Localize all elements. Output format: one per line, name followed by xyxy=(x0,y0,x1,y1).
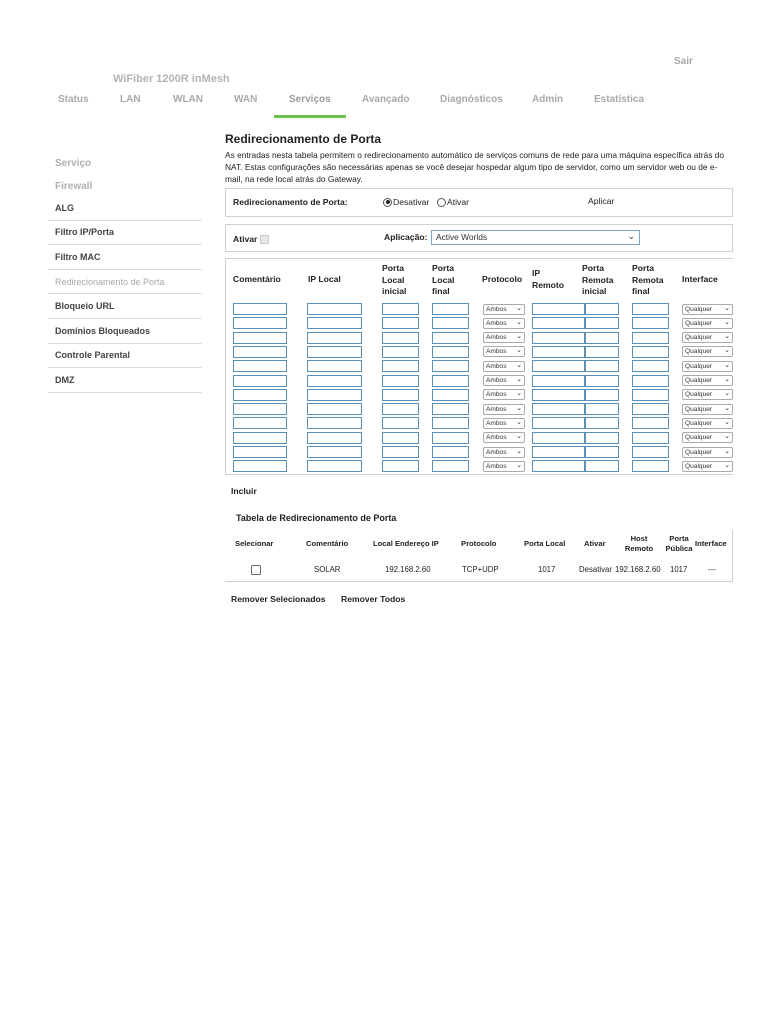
rules-col-ativar: Ativar xyxy=(584,539,606,548)
select-interface-value: Qualquer xyxy=(685,448,713,456)
input-porta-local-inicial[interactable] xyxy=(382,375,419,387)
select-protocolo[interactable] xyxy=(483,432,525,443)
input-porta-local-final[interactable] xyxy=(432,317,469,329)
chevron-down-icon: ⌄ xyxy=(724,404,730,412)
include-button[interactable]: Incluir xyxy=(231,486,257,496)
input-ip-remoto[interactable] xyxy=(532,303,585,315)
nav-status[interactable]: Status xyxy=(58,94,89,105)
input-porta-remota-inicial[interactable] xyxy=(585,346,619,358)
radio-desativar-label: Desativar xyxy=(393,197,430,207)
input-ip-remoto[interactable] xyxy=(532,417,585,429)
select-interface-value: Qualquer xyxy=(685,319,713,327)
input-ip-local[interactable] xyxy=(307,303,362,315)
select-protocolo[interactable] xyxy=(483,304,525,315)
rules-col-porta-local: Porta Local xyxy=(524,539,566,548)
cell-protocolo: TCP+UDP xyxy=(462,565,499,574)
col-porta-local-inicial: Porta Local inicial xyxy=(382,263,407,296)
input-ip-local[interactable] xyxy=(307,432,362,444)
input-porta-remota-inicial[interactable] xyxy=(585,360,619,372)
input-porta-local-inicial[interactable] xyxy=(382,446,419,458)
chevron-down-icon: ⌄ xyxy=(724,304,730,312)
input-comentario[interactable] xyxy=(233,375,287,387)
chevron-down-icon: ⌄ xyxy=(516,390,522,398)
cell-porta-publica: 1017 xyxy=(670,565,688,574)
input-porta-remota-final[interactable] xyxy=(632,446,669,458)
input-porta-remota-inicial[interactable] xyxy=(585,389,619,401)
select-protocolo[interactable] xyxy=(483,361,525,372)
input-porta-remota-inicial[interactable] xyxy=(585,460,619,472)
sidebar-item-redirecionamento[interactable]: Redirecionamento de Porta xyxy=(48,270,202,295)
page-header xyxy=(225,132,733,186)
input-ip-local[interactable] xyxy=(307,446,362,458)
select-protocolo-value: Ambos xyxy=(486,434,507,442)
input-porta-local-final[interactable] xyxy=(432,446,469,458)
enable-label: Ativar xyxy=(233,234,258,244)
input-comentario[interactable] xyxy=(233,346,287,358)
input-porta-local-final[interactable] xyxy=(432,346,469,358)
input-porta-local-final[interactable] xyxy=(432,460,469,472)
select-interface[interactable] xyxy=(682,432,733,443)
input-porta-local-final[interactable] xyxy=(432,403,469,415)
input-porta-local-final[interactable] xyxy=(432,360,469,372)
input-comentario[interactable] xyxy=(233,417,287,429)
select-protocolo[interactable] xyxy=(483,318,525,329)
input-ip-remoto[interactable] xyxy=(532,346,585,358)
input-porta-remota-inicial[interactable] xyxy=(585,375,619,387)
select-protocolo[interactable] xyxy=(483,418,525,429)
select-protocolo[interactable] xyxy=(483,461,525,472)
select-interface-value: Qualquer xyxy=(685,305,713,313)
input-ip-remoto[interactable] xyxy=(532,389,585,401)
rules-col-selecionar: Selecionar xyxy=(235,539,274,548)
active-tab-indicator xyxy=(274,115,346,118)
input-porta-remota-inicial[interactable] xyxy=(585,317,619,329)
rules-col-protocolo: Protocolo xyxy=(461,539,497,548)
col-interface: Interface xyxy=(682,274,718,284)
chevron-down-icon: ⌄ xyxy=(516,347,522,355)
select-protocolo-value: Ambos xyxy=(486,305,507,313)
input-porta-remota-inicial[interactable] xyxy=(585,417,619,429)
application-label: Aplicação: xyxy=(384,232,428,242)
chevron-down-icon: ⌄ xyxy=(516,376,522,383)
select-protocolo[interactable] xyxy=(483,404,525,415)
rule-entry-grid xyxy=(225,258,733,475)
input-porta-local-inicial[interactable] xyxy=(382,403,419,415)
input-ip-remoto[interactable] xyxy=(532,375,585,387)
input-porta-remota-inicial[interactable] xyxy=(585,446,619,458)
sidebar-item-filtro-mac[interactable]: Filtro MAC xyxy=(48,245,202,270)
select-protocolo[interactable] xyxy=(483,332,525,343)
select-protocolo[interactable] xyxy=(483,375,525,386)
input-porta-local-inicial[interactable] xyxy=(382,432,419,444)
rules-table xyxy=(225,530,733,582)
select-interface[interactable] xyxy=(682,404,733,415)
chevron-down-icon: ⌄ xyxy=(516,404,522,412)
cell-comentario: SOLAR xyxy=(314,565,341,574)
input-ip-local[interactable] xyxy=(307,389,362,401)
input-comentario[interactable] xyxy=(233,446,287,458)
select-interface[interactable] xyxy=(682,389,733,400)
chevron-down-icon: ⌄ xyxy=(724,390,730,398)
input-ip-remoto[interactable] xyxy=(532,317,585,329)
select-interface-value: Qualquer xyxy=(685,391,713,399)
chevron-down-icon: ⌄ xyxy=(724,433,730,441)
input-porta-local-inicial[interactable] xyxy=(382,360,419,372)
select-protocolo-value: Ambos xyxy=(486,334,507,342)
sidebar-item-controle-parental[interactable]: Controle Parental xyxy=(48,344,202,369)
input-porta-local-final[interactable] xyxy=(432,389,469,401)
chevron-down-icon: ⌄ xyxy=(516,361,522,369)
rules-col-interface: Interface xyxy=(695,539,727,548)
radio-ativar[interactable] xyxy=(437,197,469,207)
input-porta-remota-final[interactable] xyxy=(632,375,669,387)
remove-all-button[interactable]: Remover Todos xyxy=(341,594,406,604)
select-interface[interactable] xyxy=(682,332,733,343)
input-comentario[interactable] xyxy=(233,460,287,472)
input-porta-remota-inicial[interactable] xyxy=(585,432,619,444)
select-protocolo-value: Ambos xyxy=(486,448,507,456)
input-ip-local[interactable] xyxy=(307,403,362,415)
forward-toggle-label: Redirecionamento de Porta: xyxy=(233,197,348,207)
input-porta-remota-final[interactable] xyxy=(632,360,669,372)
nav-wan[interactable]: WAN xyxy=(234,94,258,105)
chevron-down-icon: ⌄ xyxy=(724,347,730,355)
col-porta-remota-final: Porta Remota final xyxy=(632,263,664,296)
input-ip-local[interactable] xyxy=(307,332,362,344)
product-name: WiFiber 1200R inMesh xyxy=(113,73,230,85)
select-protocolo-value: Ambos xyxy=(486,362,507,370)
page-description: As entradas nesta tabela permitem o redirecionamento automático de serviços comuns de rede para uma máquina específica atrás do NAT. Estas configurações são necessárias apenas se você desejar hospedar algum tipo de servidor, como um servidor web ou de e-mail, na rede local atrás do Gateway. xyxy=(225,150,725,185)
input-porta-remota-inicial[interactable] xyxy=(585,303,619,315)
input-porta-local-final[interactable] xyxy=(432,332,469,344)
cell-local-ip: 192.168.2.60 xyxy=(385,565,431,574)
logout-link[interactable]: Sair xyxy=(674,56,693,67)
chevron-down-icon: ⌄ xyxy=(516,318,522,326)
input-ip-local[interactable] xyxy=(307,375,362,387)
chevron-down-icon: ⌄ xyxy=(516,418,522,426)
select-interface-value: Qualquer xyxy=(685,419,713,427)
input-porta-remota-final[interactable] xyxy=(632,389,669,401)
input-porta-local-final[interactable] xyxy=(432,432,469,444)
select-protocolo[interactable] xyxy=(483,447,525,458)
select-interface-value: Qualquer xyxy=(685,462,713,470)
input-porta-local-inicial[interactable] xyxy=(382,346,419,358)
select-protocolo-value: Ambos xyxy=(486,377,507,384)
sidebar-menu xyxy=(48,196,202,393)
chevron-down-icon: ⌄ xyxy=(516,433,522,441)
chevron-down-icon: ⌄ xyxy=(516,447,522,455)
select-interface[interactable] xyxy=(682,361,733,372)
input-comentario[interactable] xyxy=(233,332,287,344)
col-porta-remota-inicial: Porta Remota inicial xyxy=(582,263,614,296)
sidebar-item-dominios-bloqueados[interactable]: Domínios Bloqueados xyxy=(48,319,202,344)
radio-desativar-dot[interactable] xyxy=(383,198,392,207)
rules-col-host-remoto: Host Remoto xyxy=(624,534,654,553)
select-protocolo[interactable] xyxy=(483,389,525,400)
cell-host-remoto: 192.168.2.60 xyxy=(615,565,661,574)
radio-ativar-dot[interactable] xyxy=(437,198,446,207)
input-porta-remota-inicial[interactable] xyxy=(585,332,619,344)
input-ip-local[interactable] xyxy=(307,417,362,429)
input-ip-local[interactable] xyxy=(307,317,362,329)
sidebar-item-alg[interactable]: ALG xyxy=(48,196,202,221)
select-interface[interactable] xyxy=(682,318,733,329)
chevron-down-icon: ⌄ xyxy=(724,333,730,341)
nav-diagnosticos[interactable]: Diagnósticos xyxy=(440,94,503,105)
input-comentario[interactable] xyxy=(233,389,287,401)
select-protocolo-value: Ambos xyxy=(486,419,507,427)
select-protocolo[interactable] xyxy=(483,346,525,357)
input-comentario[interactable] xyxy=(233,403,287,415)
select-interface[interactable] xyxy=(682,461,733,472)
nav-lan[interactable]: LAN xyxy=(120,94,141,105)
input-porta-remota-final[interactable] xyxy=(632,317,669,329)
sidebar-item-filtro-ip-porta[interactable]: Filtro IP/Porta xyxy=(48,221,202,246)
cell-interface: --- xyxy=(708,565,716,574)
input-porta-remota-final[interactable] xyxy=(632,403,669,415)
input-comentario[interactable] xyxy=(233,360,287,372)
chevron-down-icon: ⌄ xyxy=(516,333,522,341)
sidebar-heading-servico[interactable]: Serviço xyxy=(55,158,92,169)
select-interface-value: Qualquer xyxy=(685,377,713,384)
input-porta-remota-final[interactable] xyxy=(632,346,669,358)
input-porta-local-inicial[interactable] xyxy=(382,460,419,472)
input-porta-local-final[interactable] xyxy=(432,417,469,429)
select-interface[interactable] xyxy=(682,304,733,315)
select-protocolo-value: Ambos xyxy=(486,391,507,399)
chevron-down-icon: ⌄ xyxy=(724,318,730,326)
chevron-down-icon: ⌄ xyxy=(724,461,730,469)
cell-porta-local: 1017 xyxy=(538,565,556,574)
input-porta-local-inicial[interactable] xyxy=(382,417,419,429)
select-interface-value: Qualquer xyxy=(685,434,713,442)
main-nav xyxy=(0,94,768,120)
application-select-value: Active Worlds xyxy=(436,232,488,242)
select-interface[interactable] xyxy=(682,447,733,458)
select-interface[interactable] xyxy=(682,375,733,386)
row-select-checkbox[interactable] xyxy=(251,565,261,575)
sidebar-item-bloqueio-url[interactable]: Bloqueio URL xyxy=(48,294,202,319)
input-comentario[interactable] xyxy=(233,303,287,315)
select-protocolo-value: Ambos xyxy=(486,462,507,470)
col-ip-remoto: IP Remoto xyxy=(532,268,564,290)
select-protocolo-value: Ambos xyxy=(486,319,507,327)
select-protocolo-value: Ambos xyxy=(486,405,507,413)
input-ip-local[interactable] xyxy=(307,360,362,372)
chevron-down-icon: ⌄ xyxy=(516,461,522,469)
apply-button[interactable]: Aplicar xyxy=(588,196,615,206)
enable-row xyxy=(233,234,269,244)
input-ip-remoto[interactable] xyxy=(532,432,585,444)
select-interface[interactable] xyxy=(682,346,733,357)
radio-ativar-label: Ativar xyxy=(447,197,469,207)
col-ip-local: IP Local xyxy=(308,274,341,284)
chevron-down-icon: ⌄ xyxy=(724,447,730,455)
select-interface-value: Qualquer xyxy=(685,348,713,356)
chevron-down-icon: ⌄ xyxy=(724,418,730,426)
input-ip-remoto[interactable] xyxy=(532,460,585,472)
chevron-down-icon: ⌄ xyxy=(627,231,635,241)
enable-checkbox[interactable] xyxy=(260,235,269,244)
input-porta-local-inicial[interactable] xyxy=(382,389,419,401)
radio-desativar[interactable] xyxy=(383,197,429,207)
input-porta-remota-final[interactable] xyxy=(632,432,669,444)
input-porta-remota-final[interactable] xyxy=(632,417,669,429)
input-comentario[interactable] xyxy=(233,432,287,444)
cell-ativar: Desativar xyxy=(579,565,612,574)
input-porta-local-final[interactable] xyxy=(432,375,469,387)
select-protocolo-value: Ambos xyxy=(486,348,507,356)
remove-selected-button[interactable]: Remover Selecionados xyxy=(231,594,326,604)
select-interface-value: Qualquer xyxy=(685,334,713,342)
input-porta-remota-final[interactable] xyxy=(632,303,669,315)
nav-wlan[interactable]: WLAN xyxy=(173,94,203,105)
input-porta-local-inicial[interactable] xyxy=(382,332,419,344)
input-comentario[interactable] xyxy=(233,317,287,329)
input-ip-remoto[interactable] xyxy=(532,332,585,344)
input-ip-remoto[interactable] xyxy=(532,446,585,458)
input-porta-remota-final[interactable] xyxy=(632,460,669,472)
sidebar-heading-firewall[interactable]: Firewall xyxy=(55,181,93,192)
rules-col-porta-publica: Porta Pública xyxy=(665,534,693,553)
input-ip-local[interactable] xyxy=(307,346,362,358)
forward-toggle-panel xyxy=(225,188,733,217)
chevron-down-icon: ⌄ xyxy=(516,304,522,312)
application-select[interactable] xyxy=(431,230,640,245)
select-interface[interactable] xyxy=(682,418,733,429)
input-porta-local-inicial[interactable] xyxy=(382,317,419,329)
col-porta-local-final: Porta Local final xyxy=(432,263,455,296)
input-porta-remota-final[interactable] xyxy=(632,332,669,344)
col-protocolo: Protocolo xyxy=(482,274,523,284)
input-ip-remoto[interactable] xyxy=(532,360,585,372)
chevron-down-icon: ⌄ xyxy=(724,361,730,369)
select-interface-value: Qualquer xyxy=(685,405,713,413)
sidebar-item-dmz[interactable]: DMZ xyxy=(48,368,202,393)
nav-admin[interactable]: Admin xyxy=(532,94,564,105)
input-porta-local-inicial[interactable] xyxy=(382,303,419,315)
nav-estatistica[interactable]: Estatística xyxy=(594,94,645,105)
rules-col-comentario: Comentário xyxy=(306,539,349,548)
rules-table-title: Tabela de Redirecionamento de Porta xyxy=(236,513,397,523)
chevron-down-icon: ⌄ xyxy=(724,376,730,383)
application-panel xyxy=(225,224,733,252)
col-comentario: Comentário xyxy=(233,274,281,284)
nav-servicos[interactable]: Serviços xyxy=(289,94,331,105)
input-porta-local-final[interactable] xyxy=(432,303,469,315)
input-ip-local[interactable] xyxy=(307,460,362,472)
input-ip-remoto[interactable] xyxy=(532,403,585,415)
select-interface-value: Qualquer xyxy=(685,362,713,370)
rules-col-local-ip: Local Endereço IP xyxy=(373,539,439,548)
nav-avancado[interactable]: Avançado xyxy=(362,94,410,105)
page-title: Redirecionamento de Porta xyxy=(225,132,382,146)
input-porta-remota-inicial[interactable] xyxy=(585,403,619,415)
